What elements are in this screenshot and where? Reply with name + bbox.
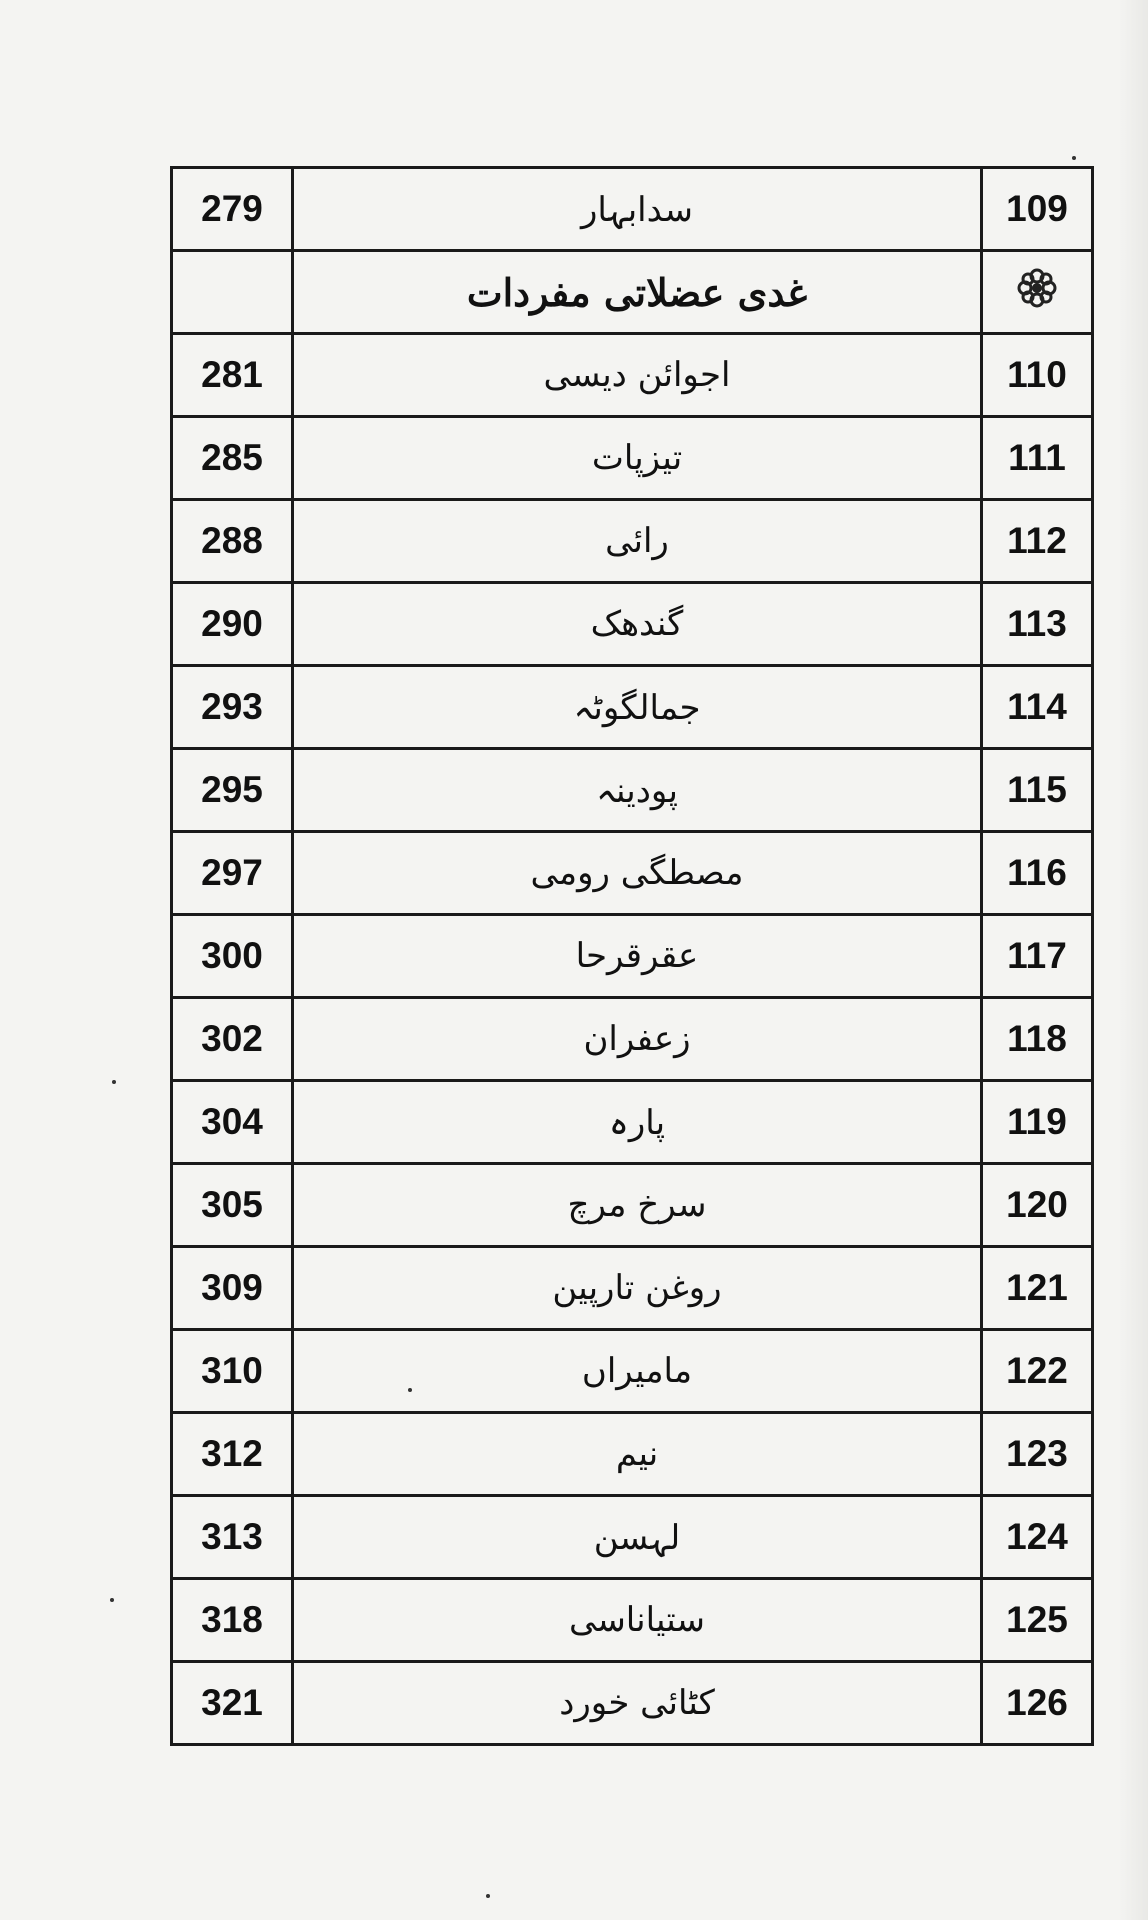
title-cell: لہسن <box>293 1496 982 1579</box>
serial-number-cell: 114 <box>982 666 1093 749</box>
section-heading: غدی عضلاتی مفردات <box>293 251 982 334</box>
serial-number-cell: 122 <box>982 1330 1093 1413</box>
page-number-cell: 312 <box>172 1413 293 1496</box>
table-row <box>172 1164 1093 1247</box>
serial-number-cell: 110 <box>982 334 1093 417</box>
title-cell: اجوائن دیسی <box>293 334 982 417</box>
title-cell: مصطگی رومی <box>293 832 982 915</box>
serial-number-cell: 115 <box>982 749 1093 832</box>
title-cell: نیم <box>293 1413 982 1496</box>
table-row <box>172 334 1093 417</box>
serial-number-cell: 118 <box>982 998 1093 1081</box>
title-cell: کٹائی خورد <box>293 1662 982 1745</box>
title-cell: تیزپات <box>293 417 982 500</box>
page-number-cell: 305 <box>172 1164 293 1247</box>
ink-speck <box>486 1894 490 1898</box>
table-row <box>172 1413 1093 1496</box>
empty-page-cell <box>172 251 293 334</box>
serial-number-cell: 112 <box>982 500 1093 583</box>
title-cell: پارہ <box>293 1081 982 1164</box>
table-row <box>172 666 1093 749</box>
table-row <box>172 1247 1093 1330</box>
table-row <box>172 1496 1093 1579</box>
page-edge-shadow <box>1118 0 1148 1920</box>
page-number-cell: 304 <box>172 1081 293 1164</box>
page-number-cell: 288 <box>172 500 293 583</box>
page-number-cell: 309 <box>172 1247 293 1330</box>
page-number-cell: 297 <box>172 832 293 915</box>
serial-number-cell: 123 <box>982 1413 1093 1496</box>
table-row <box>172 1330 1093 1413</box>
page-number-cell: 293 <box>172 666 293 749</box>
serial-number-cell: 109 <box>982 168 1093 251</box>
serial-number-cell: 119 <box>982 1081 1093 1164</box>
page-number-cell: 313 <box>172 1496 293 1579</box>
page-number-cell: 285 <box>172 417 293 500</box>
table-row <box>172 832 1093 915</box>
ornament-cell <box>982 251 1093 334</box>
title-cell: پودینہ <box>293 749 982 832</box>
title-cell: عقرقرحا <box>293 915 982 998</box>
title-cell: سدابہار <box>293 168 982 251</box>
table-row <box>172 998 1093 1081</box>
serial-number-cell: 117 <box>982 915 1093 998</box>
ink-speck <box>110 1598 114 1602</box>
serial-number-cell: 121 <box>982 1247 1093 1330</box>
page-number-cell: 281 <box>172 334 293 417</box>
title-cell: روغن تارپین <box>293 1247 982 1330</box>
serial-number-cell: 120 <box>982 1164 1093 1247</box>
table-row <box>172 1662 1093 1745</box>
title-cell: سرخ مرچ <box>293 1164 982 1247</box>
serial-number-cell: 116 <box>982 832 1093 915</box>
table-row <box>172 583 1093 666</box>
title-cell: جمالگوٹہ <box>293 666 982 749</box>
serial-number-cell: 113 <box>982 583 1093 666</box>
ink-speck <box>112 1080 116 1084</box>
page-number-cell: 295 <box>172 749 293 832</box>
table-row <box>172 500 1093 583</box>
page-number-cell: 300 <box>172 915 293 998</box>
page-number-cell: 310 <box>172 1330 293 1413</box>
flower-ornament-icon <box>1015 266 1059 310</box>
page-number-cell: 302 <box>172 998 293 1081</box>
table-row <box>172 168 1093 251</box>
ink-speck <box>1072 156 1076 160</box>
page-number-cell: 279 <box>172 168 293 251</box>
title-cell: مامیراں <box>293 1330 982 1413</box>
serial-number-cell: 124 <box>982 1496 1093 1579</box>
table-row <box>172 749 1093 832</box>
table-row <box>172 417 1093 500</box>
table-row <box>172 1579 1093 1662</box>
title-cell: زعفران <box>293 998 982 1081</box>
title-cell: گندھک <box>293 583 982 666</box>
page-number-cell: 318 <box>172 1579 293 1662</box>
serial-number-cell: 125 <box>982 1579 1093 1662</box>
contents-table <box>170 166 1094 1746</box>
page-number-cell: 290 <box>172 583 293 666</box>
title-cell: ستیاناسی <box>293 1579 982 1662</box>
serial-number-cell: 126 <box>982 1662 1093 1745</box>
serial-number-cell: 111 <box>982 417 1093 500</box>
page-number-cell: 321 <box>172 1662 293 1745</box>
table-row <box>172 915 1093 998</box>
table-row <box>172 1081 1093 1164</box>
title-cell: رائی <box>293 500 982 583</box>
section-heading-row <box>172 251 1093 334</box>
